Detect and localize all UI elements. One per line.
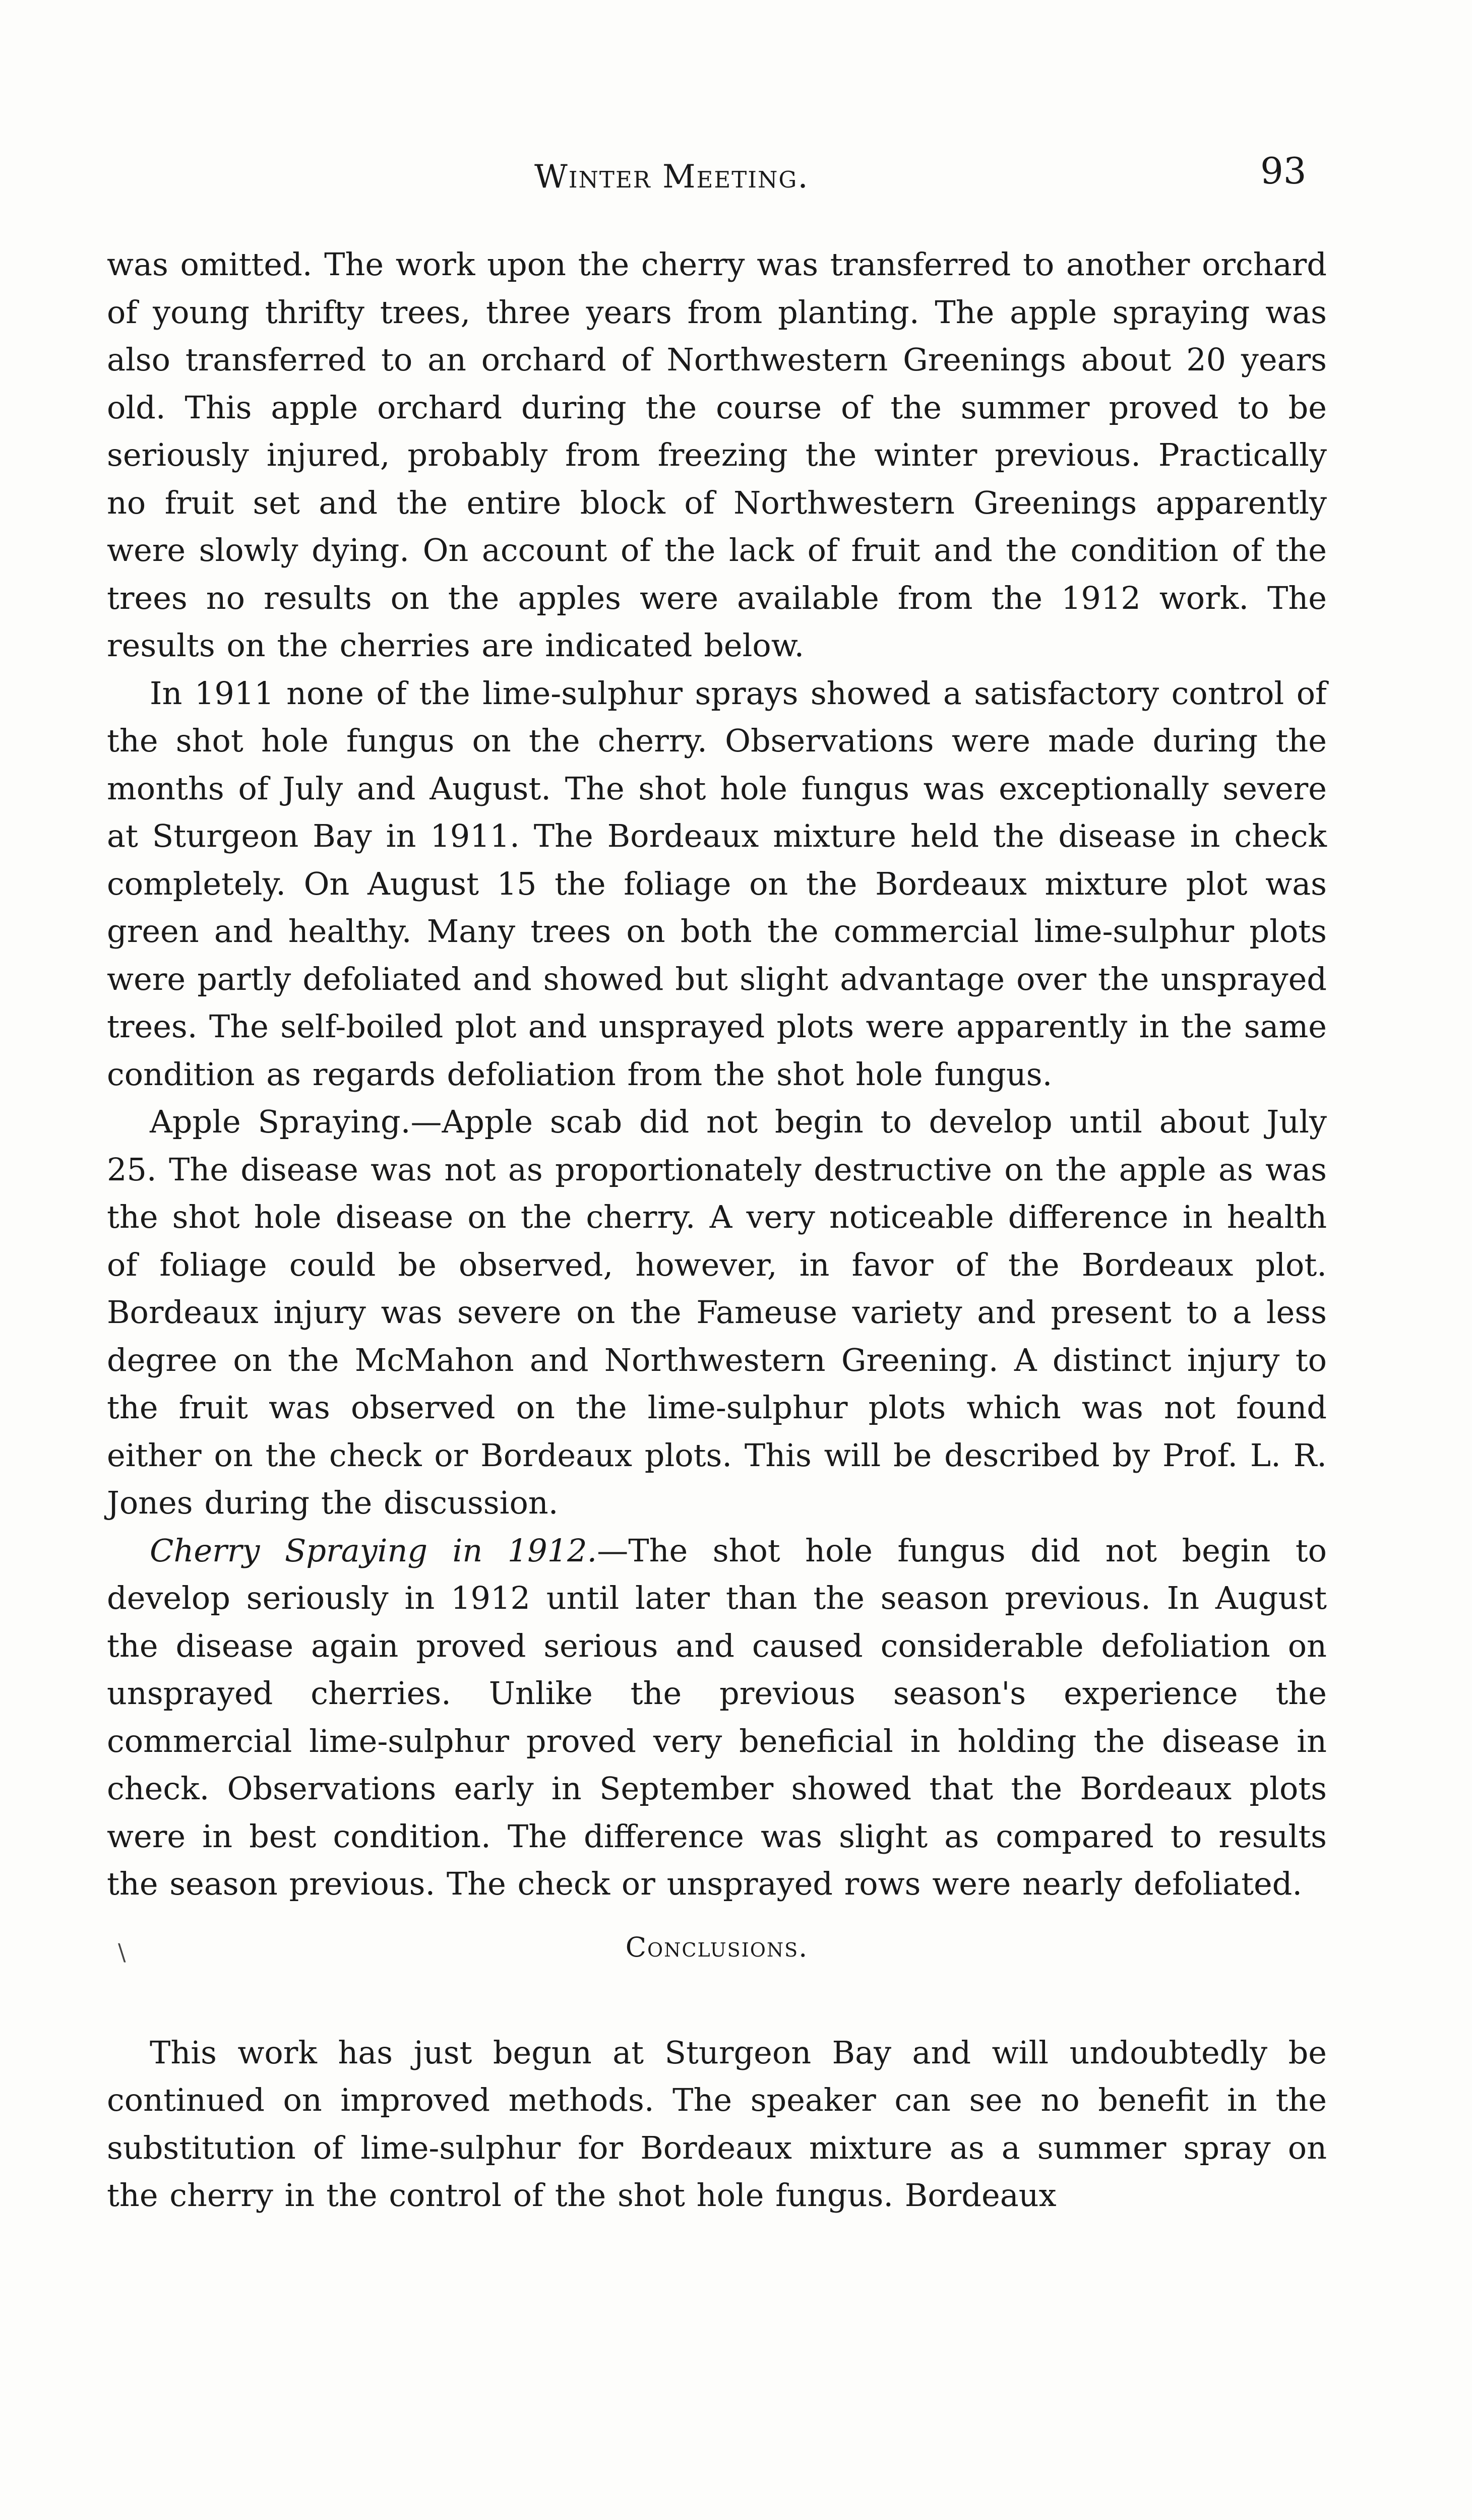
running-head-title: Winter Meeting.: [534, 158, 809, 196]
paragraph-cherry-spraying-1912: [107, 1527, 1327, 1908]
running-head: [0, 149, 1472, 205]
conclusions-heading-block: [107, 1908, 1327, 2029]
paragraph-shot-hole-1911: In 1911 none of the lime-sulphur sprays showed a satisfactory control of the shot hole fungus on the cherry. Observations were made during the months of July and August. The shot hole fungus was exceptionally severe at Sturgeon Bay in 1911. The Bordeaux mixture held the disease in check completely. On August 15 the foliage on the Bordeaux mixture plot was green and healthy. Many trees on both the commercial lime-sulphur plots were partly defoliated and showed but slight advantage over the unsprayed trees. The self-boiled plot and unsprayed plots were apparently in the same condition as regards defoliation from the shot hole fungus.: [107, 674, 1327, 1093]
paragraph-conclusions: This work has just begun at Sturgeon Bay and will undoubtedly be continued on improved methods. The speaker can see no benefit in the substitution of lime-sulphur for Bordeaux mixture as a summer spray on the cherry in the control of the shot hole fungus. Bordeaux: [107, 2034, 1327, 2214]
paragraph-apple-spraying: Apple Spraying.—Apple scab did not begin to develop until about July 25. The disease was not as proportionately destructive on the apple as was the shot hole disease on the cherry. A very noticeable difference in health of foliage could be observed, however, in favor of the Bordeaux plot. Bordeaux injury was severe on the Fameuse variety and present to a less degree on the McMahon and Northwestern Greening. A distinct injury to the fruit was observed on the lime-sulphur plots which was not found either on the check or Bordeaux plots. This will be described by Prof. L. R. Jones during the discussion.: [107, 1103, 1327, 1521]
cherry-spraying-lead: Cherry Spraying in 1912.: [150, 1532, 597, 1569]
cherry-spraying-text: —The shot hole fungus did not begin to develop seriously in 1912 until later than the season previous. In August the disease again proved serious and caused considerable defoliation on unsprayed cherries. Unlike the previous season's experience the commercial lime-sulphur proved very beneficial in holding the disease in check. Observations early in September showed that the Bordeaux plots were in best condition. The difference was slight as compared to results the season previous. The check or unsprayed rows were nearly defoliated.: [107, 1532, 1327, 1902]
paragraph-continuation: was omitted. The work upon the cherry was transferred to another orchard of young thrifty trees, three years from planting. The apple spraying was also transferred to an orchard of Northwestern Greenings about 20 years old. This apple orchard during the course of the summer proved to be seriously injured, probably from freezing the winter previous. Practically no fruit set and the entire block of Northwestern Greenings apparently were slowly dying. On account of the lack of fruit and the condition of the trees no results on the apples were available from the 1912 work. The results on the cherries are indicated below.: [107, 246, 1327, 664]
stray-mark-icon: \: [118, 1938, 126, 1966]
body-text: [107, 241, 1327, 2220]
conclusions-heading: Conclusions.: [625, 1931, 809, 1963]
page-number: 93: [1260, 150, 1307, 192]
